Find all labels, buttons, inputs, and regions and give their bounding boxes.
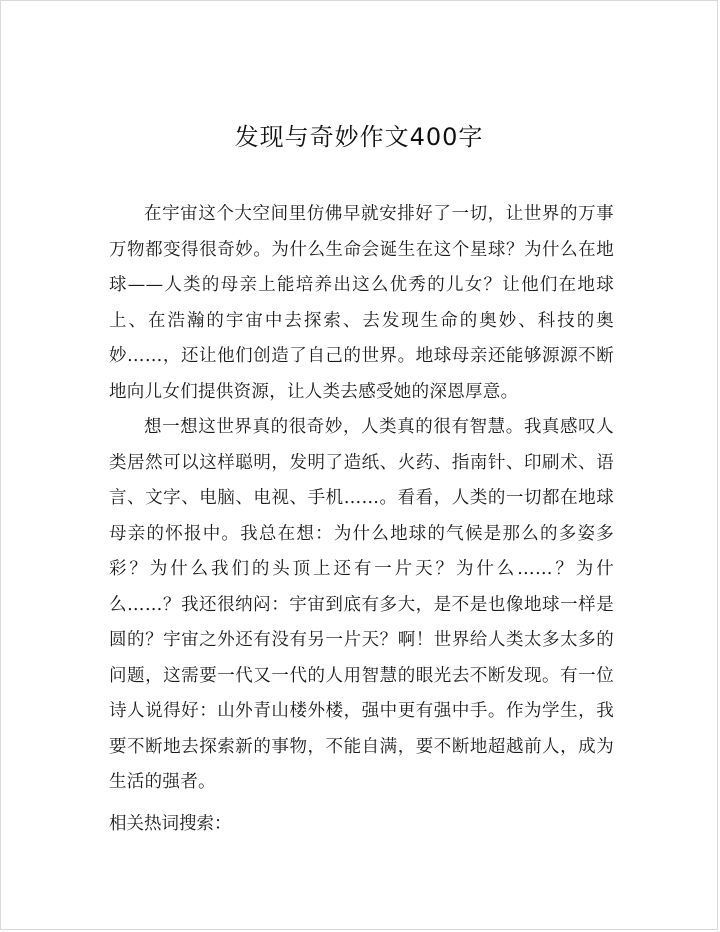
paragraph-2: 想一想这世界真的很奇妙，人类真的很有智慧。我真感叹人类居然可以这样聪明，发明了造纸、火药、指南针、印刷术、语言、文字、电脑、电视、手机……。看看，人类的一切都在地球母亲的怀报中。我总在想：为什么地球的气候是那么的多姿多彩？为什么我们的头顶上还有一片天？为什么……？为什么……？我还很纳闷：宇宙到底有多大，是不是也像地球一样是圆的？宇宙之外还有没有另一片天？啊！世界给人类太多太多的问题，这需要一代又一代的人用智慧的眼光去不断发现。有一位诗人说得好：山外青山楼外楼，强中更有强中手。作为学生，我要不断地去探索新的事物，不能自满，要不断地超越前人，成为生活的强者。 (109, 417, 614, 792)
paragraph-1: 在宇宙这个大空间里仿佛早就安排好了一切，让世界的万事万物都变得很奇妙。为什么生命会诞生在这个星球？为什么在地球——人类的母亲上能培养出这么优秀的儿女？让他们在地球上、在浩瀚的宇宙中去探索、去发现生命的奥妙、科技的奥妙……，还让他们创造了自己的世界。地球母亲还能够源源不断地向儿女们提供资源，让人类去感受她的深恩厚意。 (109, 204, 614, 402)
essay-body (109, 197, 614, 801)
page-title: 发现与奇妙作文400字 (234, 123, 484, 151)
related-keywords-label: 相关热词搜索： (109, 814, 232, 834)
